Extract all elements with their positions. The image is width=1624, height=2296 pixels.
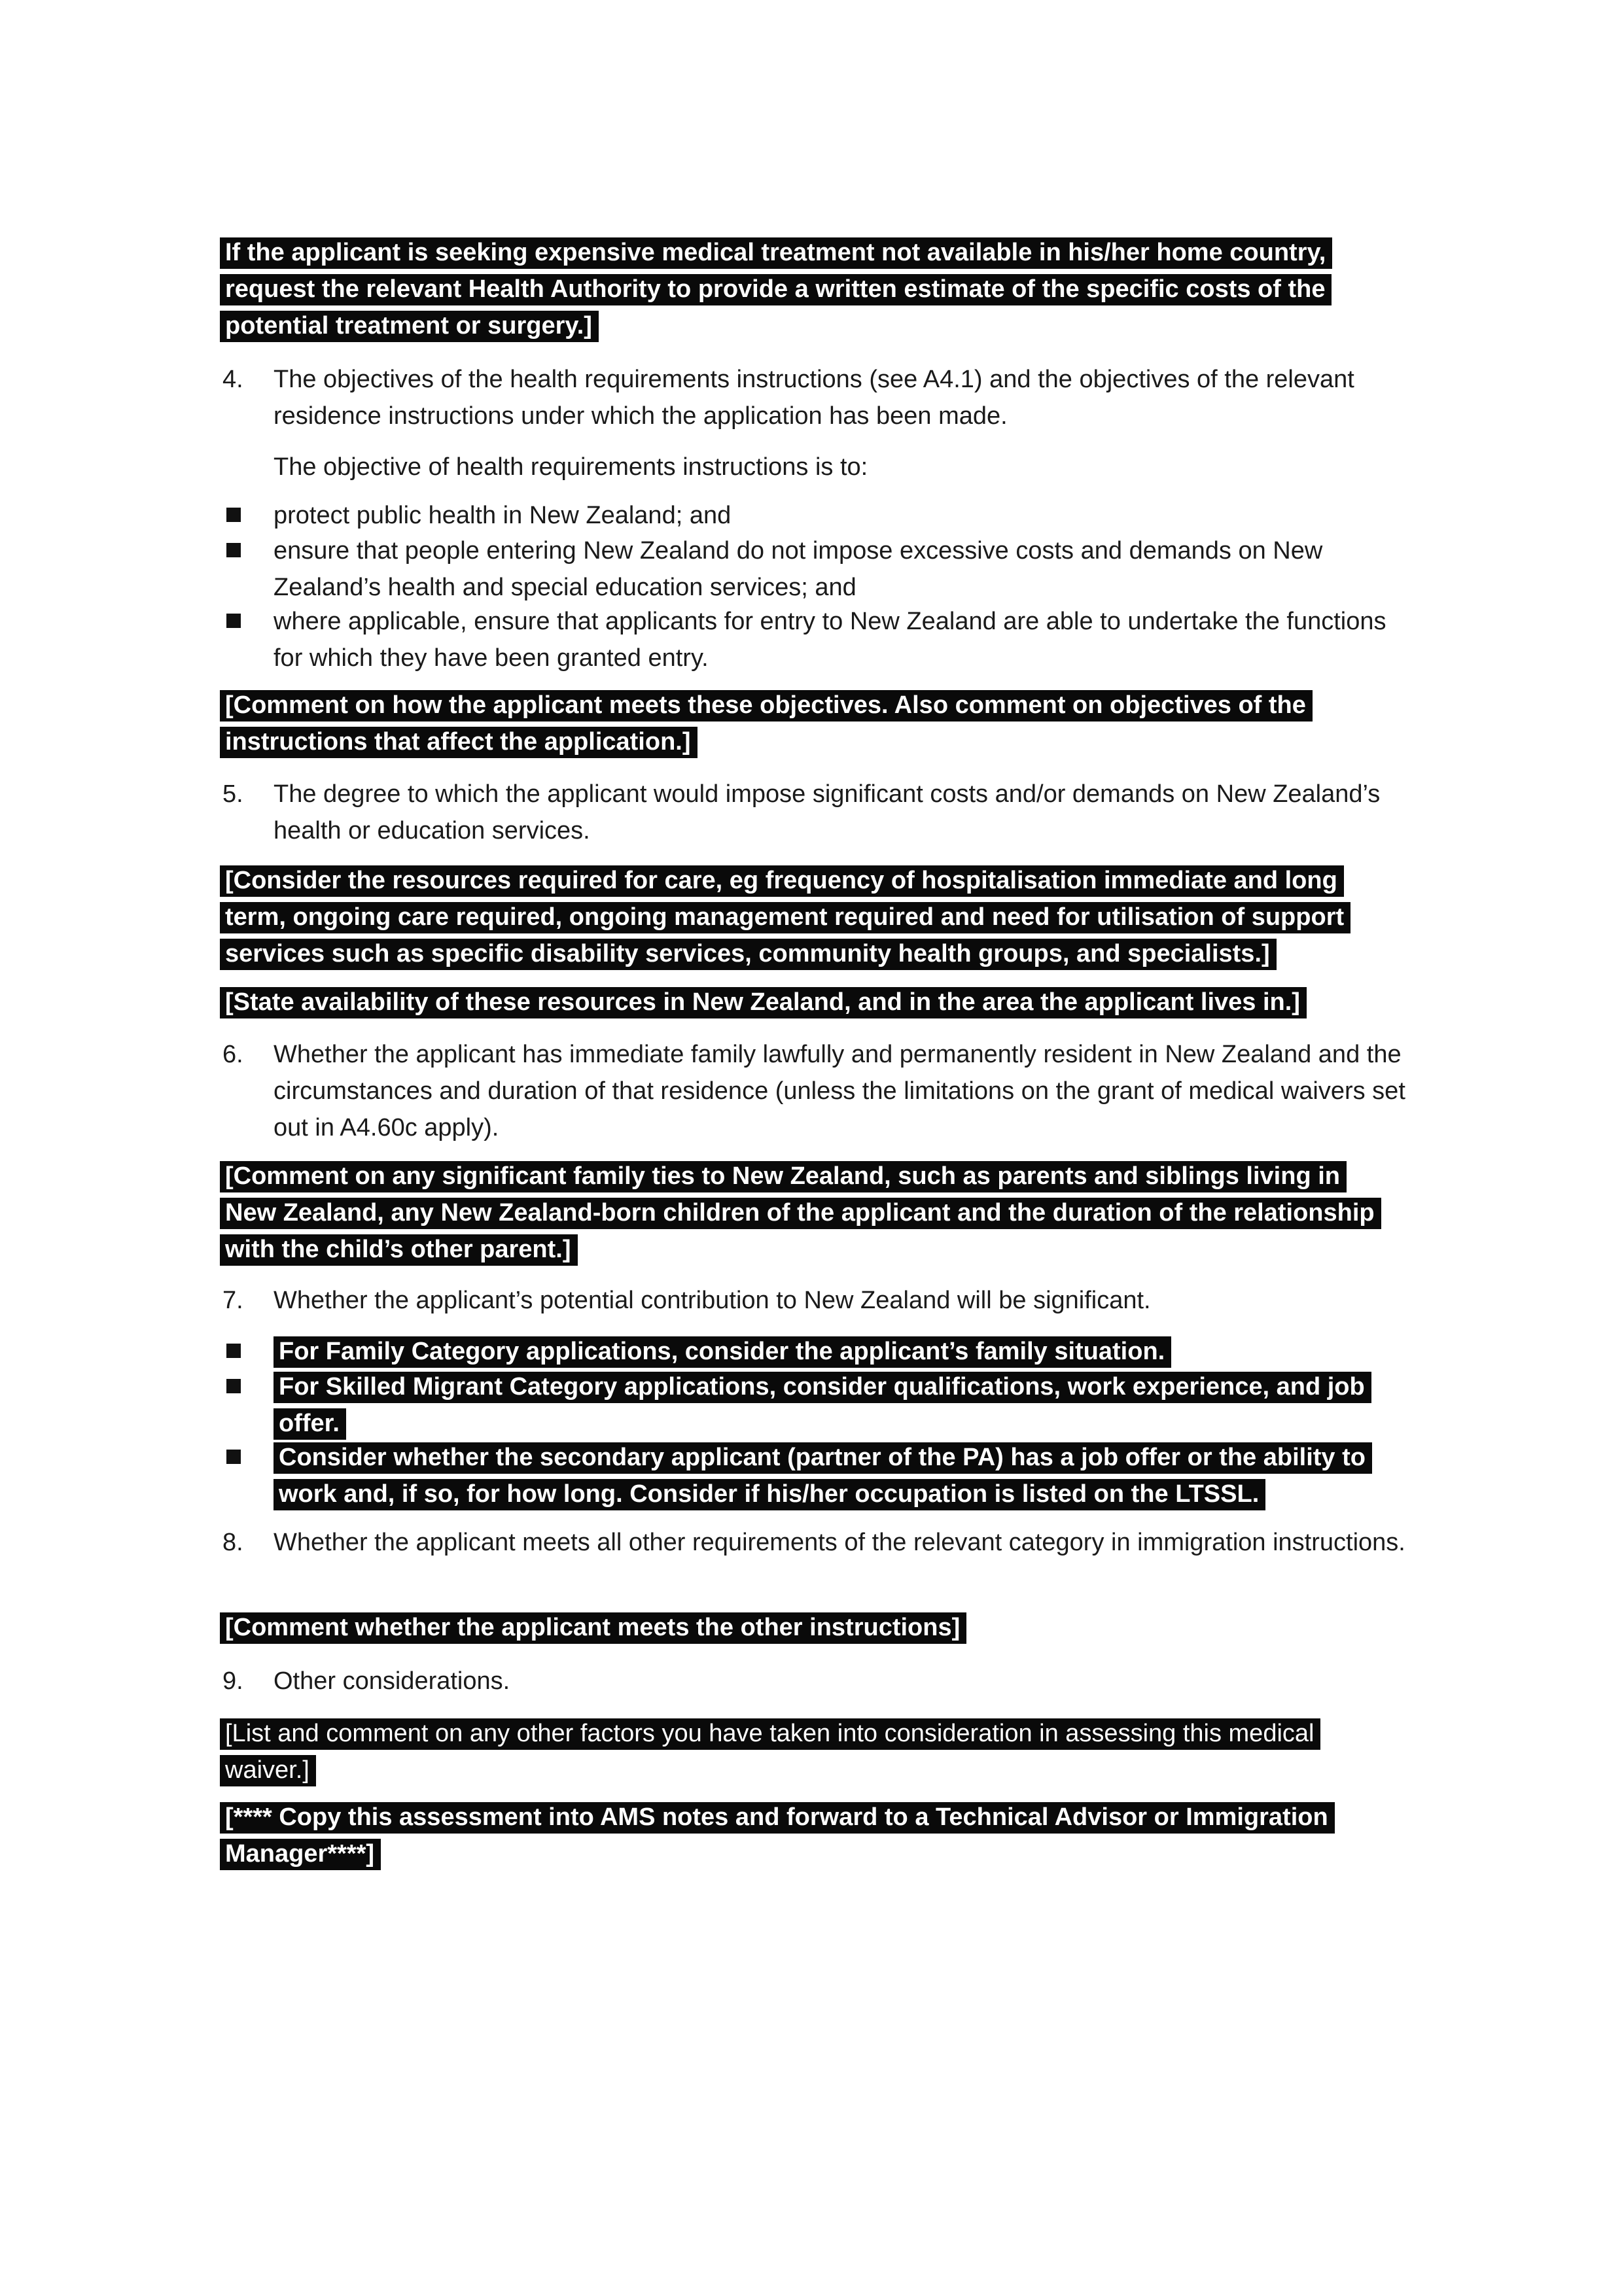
item-5-comment-block-1 xyxy=(220,862,1365,972)
item-4-bullet-1: protect public health in New Zealand; and xyxy=(274,502,732,529)
item-8-text: Whether the applicant meets all other requirements of the relevant category in immigration instructions. xyxy=(274,1529,1405,1556)
item-7-bullet-3-highlight: Consider whether the secondary applicant (partner of the PA) has a job offer or the ability to work and, if so, for how long. Consider if his/her occupation is listed on the LTSSL. xyxy=(274,1442,1372,1510)
item-5-highlight-2: [State availability of these resources in New Zealand, and in the area the applicant lives in.] xyxy=(220,987,1307,1018)
item-4-number: 4. xyxy=(222,366,243,393)
bullet-icon xyxy=(226,1344,241,1358)
item-7-bullet-2-highlight: For Skilled Migrant Category applications, consider qualifications, work experience, and job offer. xyxy=(274,1372,1371,1440)
item-6-text: Whether the applicant has immediate family lawfully and permanently resident in New Zealand and the circumstances and duration of that residence (unless the limitations on the grant of medical waivers set out in A4.60c apply). xyxy=(274,1041,1405,1141)
item-5-highlight-1: [Consider the resources required for care, eg frequency of hospitalisation immediate and long term, ongoing care required, ongoing management required and need for utilisation of support services such as specific disability services, community health groups, and specialists.] xyxy=(220,865,1350,970)
item-6-number: 6. xyxy=(222,1041,243,1068)
item-7-bullet-3 xyxy=(274,1439,1399,1512)
item-7-number: 7. xyxy=(222,1287,243,1314)
item-8-number: 8. xyxy=(222,1529,243,1556)
item-9-highlight: [List and comment on any other factors you have taken into consideration in assessing this medical waiver.] xyxy=(220,1718,1320,1786)
bullet-icon xyxy=(226,614,241,628)
item-9-text: Other considerations. xyxy=(274,1667,510,1695)
bullet-icon xyxy=(226,508,241,522)
item-6-comment-block xyxy=(220,1158,1391,1268)
item-7-bullet-2 xyxy=(274,1368,1386,1442)
item-7-bullet-1 xyxy=(274,1333,1412,1370)
item-4-subtext: The objective of health requirements instructions is to: xyxy=(274,453,868,481)
item-4-bullet-3: where applicable, ensure that applicants for entry to New Zealand are able to undertake the functions for which they have been granted entry. xyxy=(274,608,1386,672)
item-8-comment-block xyxy=(220,1609,1417,1646)
item-5-comment-block-2 xyxy=(220,984,1417,1020)
item-4-bullet-2: ensure that people entering New Zealand do not impose excessive costs and demands on New Zealand’s health and special education services; and xyxy=(274,537,1323,601)
item-5-number: 5. xyxy=(222,780,243,808)
item-8-highlight: [Comment whether the applicant meets the other instructions] xyxy=(220,1612,966,1644)
item-4-text: The objectives of the health requirements instructions (see A4.1) and the objectives of the relevant residence instructions under which the application has been made. xyxy=(274,366,1354,430)
item-7-text: Whether the applicant’s potential contribution to New Zealand will be significant. xyxy=(274,1287,1151,1314)
item-4-comment-block xyxy=(220,687,1332,760)
intro-instruction-block xyxy=(220,234,1345,344)
item-9-comment-block xyxy=(220,1715,1391,1788)
item-5-text: The degree to which the applicant would impose significant costs and/or demands on New Zealand’s health or education services. xyxy=(274,780,1381,844)
final-instruction-block xyxy=(220,1799,1371,1872)
bullet-icon xyxy=(226,543,241,557)
final-highlight: [**** Copy this assessment into AMS notes and forward to a Technical Advisor or Immigration Manager****] xyxy=(220,1802,1335,1870)
bullet-icon xyxy=(226,1450,241,1464)
item-4-highlight: [Comment on how the applicant meets these objectives. Also comment on objectives of the instructions that affect the application.] xyxy=(220,690,1313,758)
item-7-bullet-1-highlight: For Family Category applications, consider the applicant’s family situation. xyxy=(274,1336,1171,1368)
item-6-highlight: [Comment on any significant family ties to New Zealand, such as parents and siblings living in New Zealand, any New Zealand-born children of the applicant and the duration of the relationship with the child’s other parent.] xyxy=(220,1161,1381,1266)
bullet-icon xyxy=(226,1379,241,1393)
intro-highlight: If the applicant is seeking expensive medical treatment not available in his/her home country, request the relevant Health Authority to provide a written estimate of the specific costs of the potential treatment or surgery.] xyxy=(220,237,1332,342)
item-9-number: 9. xyxy=(222,1667,243,1695)
